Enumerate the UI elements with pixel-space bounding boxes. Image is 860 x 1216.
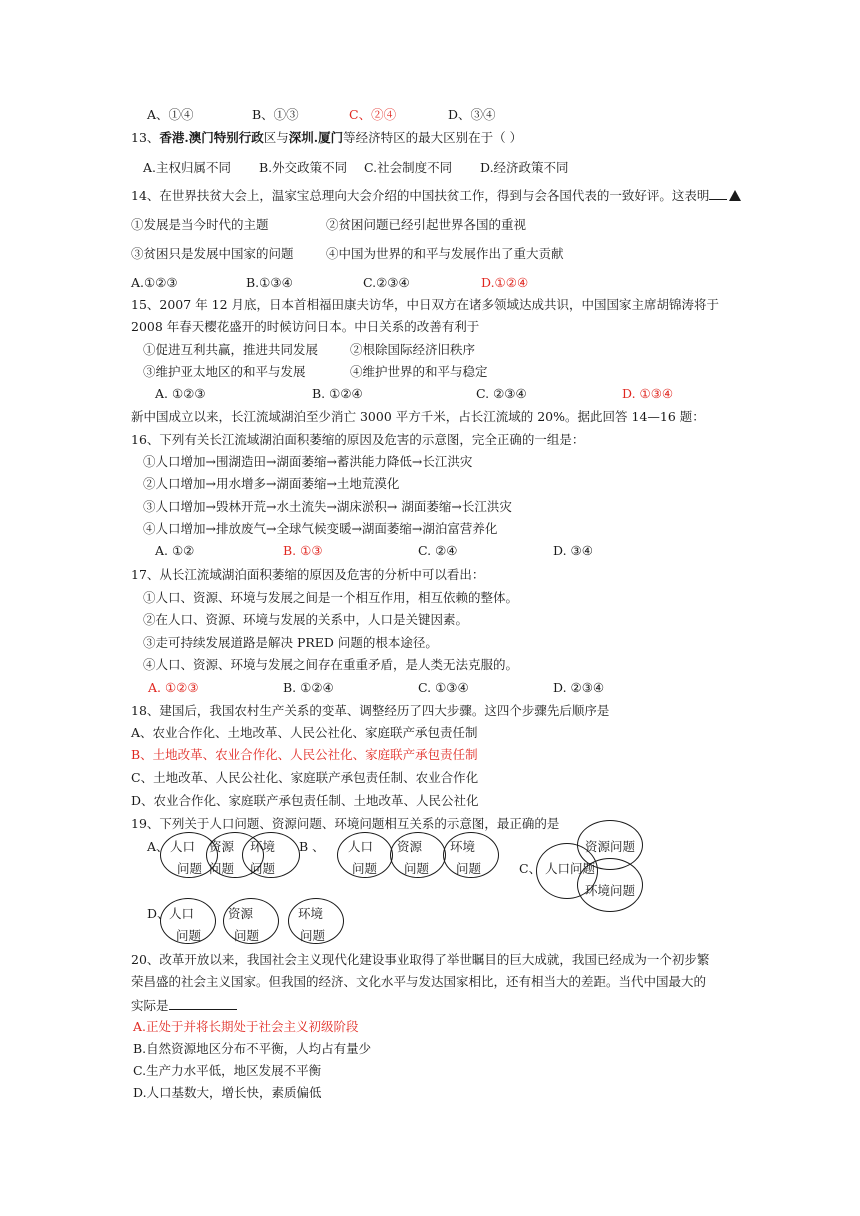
diagram-a-label-wenti-3: 问题 xyxy=(250,861,276,876)
diagram-c-label-ziyuan: 资源问题 xyxy=(585,839,636,854)
q18-option-a: A、农业合作化、土地改革、人民公社化、家庭联产承包责任制 xyxy=(131,725,478,740)
diagram-d-label-wenti-1: 问题 xyxy=(176,928,202,943)
q13-option-b: B.外交政策不同 xyxy=(259,160,348,175)
intro-text: 新中国成立以来，长江流域湖泊至少消亡 3000 平方千米，占长江流域的 20%。据此回答 14—16 题： xyxy=(131,409,705,424)
q15-statement-3: ③维护亚太地区的和平与发展 xyxy=(143,364,306,379)
q20-option-a: A.正处于并将长期处于社会主义初级阶段 xyxy=(133,1019,359,1034)
q16-line-3: ③人口增加→毁林开荒→水土流失→湖床淤积→ 湖面萎缩→长江洪灾 xyxy=(143,499,512,514)
q14-option-c: C.②③④ xyxy=(363,275,410,290)
q14-option-d: D.①②④ xyxy=(481,275,529,290)
q14-statement-2: ②贫困问题已经引起世界各国的重视 xyxy=(326,217,527,232)
diagram-d-label-huanjing: 环境 xyxy=(298,906,324,921)
q18-option-b: B、土地改革、农业合作化、人民公社化、家庭联产承包责任制 xyxy=(131,747,478,762)
q13-stem: 13、香港.澳门特别行政区与深圳.厦门等经济特区的最大区别在于（ ） xyxy=(131,130,523,145)
diagram-a-label-renkou: 人口 xyxy=(170,839,196,854)
diagram-c-label-renkou: 人口问题 xyxy=(545,861,596,876)
diagram-d-label-renkou: 人口 xyxy=(169,906,195,921)
q17-line-3: ③走可持续发展道路是解决 PRED 问题的根本途径。 xyxy=(143,635,438,650)
q14-statement-3: ③贫困只是发展中国家的问题 xyxy=(131,246,294,261)
q16-line-1: ①人口增加→围湖造田→湖面萎缩→蓄洪能力降低→长江洪灾 xyxy=(143,454,473,469)
q16-option-c: C. ②④ xyxy=(418,543,458,558)
diagram-b-label-wenti-2: 问题 xyxy=(404,861,430,876)
q19-label-c: C、 xyxy=(519,861,542,876)
diagram-d-label-wenti-3: 问题 xyxy=(300,928,326,943)
q15-option-c: C. ②③④ xyxy=(476,386,527,401)
q15-option-a: A. ①②③ xyxy=(155,386,206,401)
q12-option-b: B、①③ xyxy=(252,107,299,122)
diagram-a-label-wenti-2: 问题 xyxy=(209,861,235,876)
q14-option-a: A.①②③ xyxy=(131,275,178,290)
q12-option-a: A、①④ xyxy=(147,107,194,122)
q19-label-d: D、 xyxy=(147,906,170,921)
q20-stem-3: 实际是 xyxy=(131,995,237,1015)
diagram-b-label-renkou: 人口 xyxy=(348,839,374,854)
q13-option-c: C.社会制度不同 xyxy=(364,160,453,175)
q16-option-a: A. ①② xyxy=(155,543,195,558)
q20-option-c: C.生产力水平低，地区发展不平衡 xyxy=(133,1063,322,1078)
q19-label-a: A、 xyxy=(147,839,169,854)
q17-line-2: ②在人口、资源、环境与发展的关系中，人口是关键因素。 xyxy=(143,612,469,627)
q20-stem-2: 荣昌盛的社会主义国家。但我国的经济、文化水平与发达国家相比，还有相当大的差距。当代中国最大的 xyxy=(131,974,707,989)
q16-line-4: ④人口增加→排放废气→全球气候变暖→湖面萎缩→湖泊富营养化 xyxy=(143,521,498,536)
q14-stem: 14、在世界扶贫大会上，温家宝总理向大会介绍的中国扶贫工作，得到与会各国代表的一致好评。这表明 xyxy=(131,187,741,205)
q17-stem: 17、从长江流域湖泊面积萎缩的原因及危害的分析中可以看出： xyxy=(131,567,485,582)
q14-statement-1: ①发展是当今时代的主题 xyxy=(131,217,269,232)
q17-option-a: A. ①②③ xyxy=(148,680,199,695)
q13-option-a: A.主权归属不同 xyxy=(143,160,232,175)
diagram-d-label-wenti-2: 问题 xyxy=(234,928,260,943)
q16-option-b: B. ①③ xyxy=(283,543,323,558)
diagram-a-label-huanjing: 环境 xyxy=(250,839,276,854)
diagram-b-label-ziyuan: 资源 xyxy=(397,839,423,854)
q20-stem-1: 20、改革开放以来，我国社会主义现代化建设事业取得了举世瞩目的巨大成就，我国已经成为一个初步繁 xyxy=(131,952,710,967)
triangle-icon xyxy=(729,190,741,201)
q15-option-d: D. ①③④ xyxy=(622,386,674,401)
q15-statement-4: ④维护世界的和平与稳定 xyxy=(350,364,488,379)
q16-option-d: D. ③④ xyxy=(553,543,593,558)
q17-option-b: B. ①②④ xyxy=(283,680,334,695)
q18-option-c: C、土地改革、人民公社化、家庭联产承包责任制、农业合作化 xyxy=(131,770,479,785)
q12-option-c: C、②④ xyxy=(349,107,397,122)
q17-line-1: ①人口、资源、环境与发展之间是一个相互作用，相互依赖的整体。 xyxy=(143,590,519,605)
q13-option-d: D.经济政策不同 xyxy=(480,160,569,175)
q17-option-c: C. ①③④ xyxy=(418,680,469,695)
q20-option-d: D.人口基数大，增长快，素质偏低 xyxy=(133,1085,322,1100)
q15-stem-1: 15、2007 年 12 月底，日本首相福田康夫访华，中日双方在诸多领域达成共识，中国国家主席胡锦涛将于 xyxy=(131,297,720,312)
q12-option-d: D、③④ xyxy=(448,107,496,122)
diagram-c-label-huanjing: 环境问题 xyxy=(585,883,636,898)
q19-stem: 19、下列关于人口问题、资源问题、环境问题相互关系的示意图，最正确的是 xyxy=(131,816,560,831)
diagram-a-label-ziyuan: 资源 xyxy=(209,839,235,854)
diagram-b-label-wenti-1: 问题 xyxy=(352,861,378,876)
q16-stem: 16、下列有关长江流域湖泊面积萎缩的原因及危害的示意图，完全正确的一组是： xyxy=(131,432,585,447)
q18-option-d: D、农业合作化、家庭联产承包责任制、土地改革、人民公社化 xyxy=(131,793,479,808)
q14-option-b: B.①③④ xyxy=(246,275,293,290)
q15-statement-2: ②根除国际经济旧秩序 xyxy=(350,342,476,357)
q17-line-4: ④人口、资源、环境与发展之间存在重重矛盾，是人类无法克服的。 xyxy=(143,657,519,672)
diagram-d-label-ziyuan: 资源 xyxy=(228,906,254,921)
q15-option-b: B. ①②④ xyxy=(312,386,363,401)
q19-label-b: B 、 xyxy=(299,839,325,854)
q16-line-2: ②人口增加→用水增多→湖面萎缩→土地荒漠化 xyxy=(143,476,400,491)
q20-option-b: B.自然资源地区分布不平衡，人均占有量少 xyxy=(133,1041,372,1056)
q15-stem-2: 2008 年春天樱花盛开的时候访问日本。中日关系的改善有利于 xyxy=(131,319,480,334)
diagram-b-label-wenti-3: 问题 xyxy=(456,861,482,876)
q17-option-d: D. ②③④ xyxy=(553,680,605,695)
diagram-a-label-wenti-1: 问题 xyxy=(177,861,203,876)
diagram-b-label-huanjing: 环境 xyxy=(450,839,476,854)
q14-statement-4: ④中国为世界的和平与发展作出了重大贡献 xyxy=(326,246,564,261)
q15-statement-1: ①促进互利共赢，推进共同发展 xyxy=(143,342,319,357)
q18-stem: 18、建国后，我国农村生产关系的变革、调整经历了四大步骤。这四个步骤先后顺序是 xyxy=(131,703,610,718)
